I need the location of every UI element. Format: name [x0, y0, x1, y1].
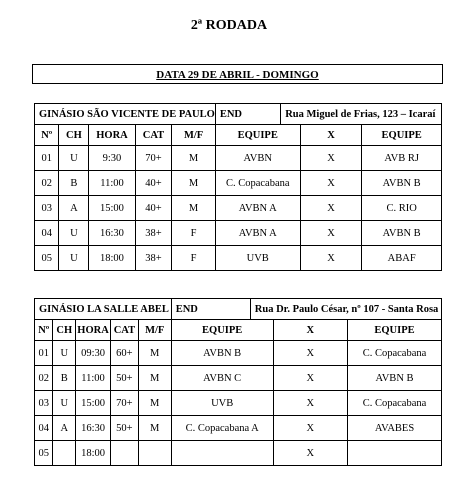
away-team: C. RIO — [362, 196, 442, 221]
game-time: 11:00 — [89, 171, 135, 196]
game-time: 15:00 — [76, 391, 111, 416]
home-team: C. Copacabana — [215, 171, 300, 196]
header-hora: HORA — [76, 320, 111, 341]
game-number: 04 — [35, 416, 53, 441]
game-time: 09:30 — [76, 341, 111, 366]
date-banner — [32, 64, 443, 84]
home-team: UVB — [215, 246, 300, 271]
page-title: 2ª RODADA — [190, 18, 268, 33]
header-ch: CH — [59, 125, 89, 146]
game-row — [35, 196, 442, 221]
game-number: 05 — [35, 441, 53, 466]
game-time: 18:00 — [89, 246, 135, 271]
game-ch: A — [59, 196, 89, 221]
game-row — [35, 366, 442, 391]
away-team: ABAF — [362, 246, 442, 271]
game-number: 01 — [35, 341, 53, 366]
game-ch: U — [59, 146, 89, 171]
home-team: AVBN A — [215, 196, 300, 221]
venue-table-1 — [34, 103, 442, 271]
game-category: 38+ — [135, 221, 172, 246]
game-row — [35, 341, 442, 366]
game-ch: B — [59, 171, 89, 196]
header-equipe-2: EQUIPE — [362, 125, 442, 146]
header-row — [35, 125, 442, 146]
game-category: 40+ — [135, 171, 172, 196]
game-ch: U — [59, 221, 89, 246]
header-hora: HORA — [89, 125, 135, 146]
end-label: END — [175, 303, 198, 315]
versus-mark: X — [300, 146, 362, 171]
game-row — [35, 171, 442, 196]
game-ch: U — [59, 246, 89, 271]
game-number: 05 — [35, 246, 59, 271]
versus-mark: X — [273, 441, 347, 466]
game-gender: F — [172, 221, 216, 246]
game-gender: M — [138, 391, 171, 416]
game-number: 03 — [35, 196, 59, 221]
game-row — [35, 391, 442, 416]
header-cat: CAT — [111, 320, 139, 341]
venue-address: Rua Miguel de Frias, 123 – Icaraí — [281, 104, 442, 125]
game-number: 01 — [35, 146, 59, 171]
away-team: AVBN B — [348, 366, 442, 391]
end-label: END — [219, 108, 242, 120]
versus-mark: X — [273, 366, 347, 391]
game-ch — [53, 441, 76, 466]
home-team: AVBN — [215, 146, 300, 171]
game-category: 40+ — [135, 196, 172, 221]
versus-mark: X — [300, 246, 362, 271]
game-category: 70+ — [111, 391, 139, 416]
game-row — [35, 246, 442, 271]
away-team: AVBN B — [362, 171, 442, 196]
versus-mark: X — [273, 416, 347, 441]
away-team: AVABES — [348, 416, 442, 441]
game-time: 9:30 — [89, 146, 135, 171]
game-number: 04 — [35, 221, 59, 246]
game-time: 15:00 — [89, 196, 135, 221]
home-team: C. Copacabana A — [171, 416, 273, 441]
header-equipe: EQUIPE — [171, 320, 273, 341]
game-ch: U — [53, 341, 76, 366]
away-team: C. Copacabana — [348, 341, 442, 366]
game-row — [35, 416, 442, 441]
home-team: AVBN A — [215, 221, 300, 246]
game-time: 16:30 — [76, 416, 111, 441]
venue-address: Rua Dr. Paulo César, nº 107 - Santa Rosa — [250, 299, 441, 320]
versus-mark: X — [300, 171, 362, 196]
game-time: 16:30 — [89, 221, 135, 246]
away-team: C. Copacabana — [348, 391, 442, 416]
venue-name: GINÁSIO SÃO VICENTE DE PAULO — [35, 104, 216, 125]
versus-mark: X — [300, 221, 362, 246]
game-gender — [138, 441, 171, 466]
game-number: 02 — [35, 366, 53, 391]
header-cat: CAT — [135, 125, 172, 146]
game-number: 02 — [35, 171, 59, 196]
game-category: 60+ — [111, 341, 139, 366]
game-gender: M — [138, 366, 171, 391]
game-category: 70+ — [135, 146, 172, 171]
header-x: X — [300, 125, 362, 146]
game-gender: M — [172, 146, 216, 171]
header-mf: M/F — [138, 320, 171, 341]
game-category — [111, 441, 139, 466]
game-category: 50+ — [111, 416, 139, 441]
game-time: 11:00 — [76, 366, 111, 391]
header-equipe: EQUIPE — [215, 125, 300, 146]
header-ch: CH — [53, 320, 76, 341]
game-ch: A — [53, 416, 76, 441]
game-ch: U — [53, 391, 76, 416]
game-row — [35, 441, 442, 466]
header-num: Nº — [35, 320, 53, 341]
header-mf: M/F — [172, 125, 216, 146]
game-ch: B — [53, 366, 76, 391]
game-gender: M — [138, 416, 171, 441]
home-team: UVB — [171, 391, 273, 416]
versus-mark: X — [300, 196, 362, 221]
home-team: AVBN B — [171, 341, 273, 366]
header-num: Nº — [35, 125, 59, 146]
game-row — [35, 146, 442, 171]
away-team — [348, 441, 442, 466]
venue-name: GINÁSIO LA SALLE ABEL — [35, 299, 172, 320]
game-number: 03 — [35, 391, 53, 416]
game-category: 38+ — [135, 246, 172, 271]
home-team: AVBN C — [171, 366, 273, 391]
game-time: 18:00 — [76, 441, 111, 466]
venue-table-2 — [34, 298, 442, 466]
game-gender: M — [138, 341, 171, 366]
away-team: AVBN B — [362, 221, 442, 246]
versus-mark: X — [273, 341, 347, 366]
home-team — [171, 441, 273, 466]
header-row — [35, 320, 442, 341]
game-gender: M — [172, 196, 216, 221]
game-gender: M — [172, 171, 216, 196]
date-text: DATA 29 DE ABRIL - DOMINGO — [156, 69, 319, 81]
header-equipe-2: EQUIPE — [348, 320, 442, 341]
game-gender: F — [172, 246, 216, 271]
versus-mark: X — [273, 391, 347, 416]
game-row — [35, 221, 442, 246]
away-team: AVB RJ — [362, 146, 442, 171]
header-x: X — [273, 320, 347, 341]
game-category: 50+ — [111, 366, 139, 391]
